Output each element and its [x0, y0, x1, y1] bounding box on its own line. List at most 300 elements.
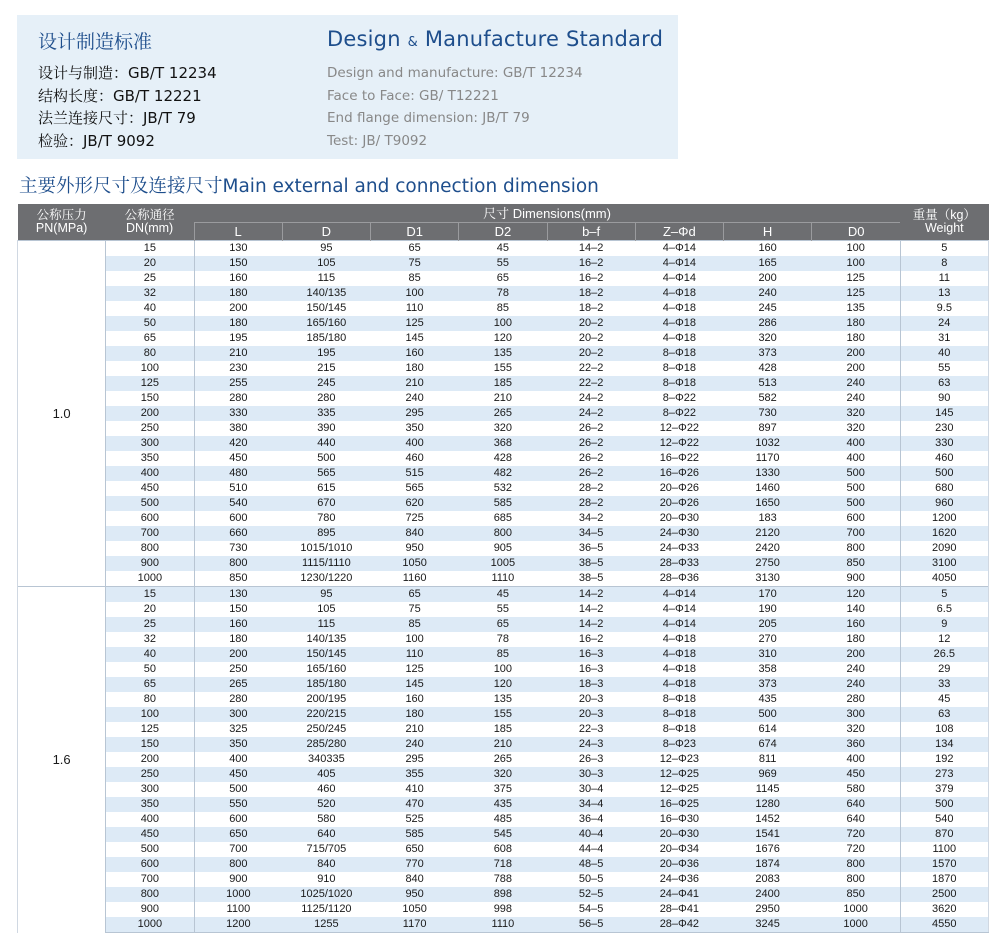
cell-d: 565	[282, 466, 370, 481]
cell-d2: 898	[459, 887, 547, 902]
cell-d2: 45	[459, 241, 547, 257]
cell-d2: 1110	[459, 571, 547, 587]
cell-d1: 295	[371, 752, 459, 767]
cell-l: 730	[194, 541, 282, 556]
header-weight-en: Weight	[924, 221, 964, 235]
cell-d0: 100	[812, 241, 900, 257]
cell-bf: 38–5	[547, 571, 635, 587]
cell-d1: 210	[371, 722, 459, 737]
cell-dn: 15	[106, 587, 194, 603]
cell-bf: 22–2	[547, 376, 635, 391]
cell-weight: 500	[900, 466, 988, 481]
cell-bf: 50–5	[547, 872, 635, 887]
cell-d2: 155	[459, 707, 547, 722]
cell-d0: 450	[812, 767, 900, 782]
cell-d: 105	[282, 256, 370, 271]
cell-d: 280	[282, 391, 370, 406]
cell-d0: 240	[812, 662, 900, 677]
dimension-table	[17, 204, 989, 933]
cell-d2: 788	[459, 872, 547, 887]
cell-h: 1874	[724, 857, 812, 872]
cell-bf: 48–5	[547, 857, 635, 872]
cell-bf: 14–2	[547, 602, 635, 617]
cell-zd: 8–Φ23	[635, 737, 723, 752]
cell-dn: 150	[106, 391, 194, 406]
cell-d2: 120	[459, 677, 547, 692]
cell-dn: 100	[106, 707, 194, 722]
standard-line-cn: 检验：JB/T 9092	[38, 131, 155, 150]
cell-h: 582	[724, 391, 812, 406]
table-row	[18, 692, 989, 707]
cell-zd: 28–Φ42	[635, 917, 723, 933]
cell-weight: 1200	[900, 511, 988, 526]
title-en-ampersand: &	[407, 35, 418, 50]
cell-l: 330	[194, 406, 282, 421]
cell-d0: 180	[812, 316, 900, 331]
cell-h: 200	[724, 271, 812, 286]
cell-d: 640	[282, 827, 370, 842]
cell-l: 850	[194, 571, 282, 587]
cell-d2: 1110	[459, 917, 547, 933]
cell-h: 811	[724, 752, 812, 767]
table-row	[18, 286, 989, 301]
cell-d: 500	[282, 451, 370, 466]
cell-d0: 300	[812, 707, 900, 722]
cell-l: 480	[194, 466, 282, 481]
cell-h: 1145	[724, 782, 812, 797]
cell-zd: 4–Φ18	[635, 632, 723, 647]
cell-bf: 24–2	[547, 406, 635, 421]
cell-l: 400	[194, 752, 282, 767]
cell-d: 165/160	[282, 662, 370, 677]
cell-zd: 20–Φ36	[635, 857, 723, 872]
cell-h: 969	[724, 767, 812, 782]
cell-zd: 4–Φ18	[635, 662, 723, 677]
cell-h: 1280	[724, 797, 812, 812]
cell-dn: 700	[106, 872, 194, 887]
cell-d2: 120	[459, 331, 547, 346]
cell-dn: 450	[106, 481, 194, 496]
header-col-h: H	[724, 223, 812, 241]
cell-d0: 500	[812, 496, 900, 511]
cell-d2: 905	[459, 541, 547, 556]
cell-d2: 998	[459, 902, 547, 917]
table-row	[18, 737, 989, 752]
cell-bf: 40–4	[547, 827, 635, 842]
cell-weight: 5	[900, 587, 988, 603]
cell-d1: 950	[371, 887, 459, 902]
cell-d0: 360	[812, 737, 900, 752]
cell-dn: 40	[106, 647, 194, 662]
cell-h: 428	[724, 361, 812, 376]
cell-h: 373	[724, 677, 812, 692]
cell-d1: 1170	[371, 917, 459, 933]
cell-d1: 85	[371, 271, 459, 286]
cell-dn: 350	[106, 797, 194, 812]
cell-weight: 4050	[900, 571, 988, 587]
cell-l: 130	[194, 587, 282, 603]
header-dn-en: DN(mm)	[126, 221, 174, 235]
cell-dn: 25	[106, 617, 194, 632]
cell-h: 2750	[724, 556, 812, 571]
table-row	[18, 421, 989, 436]
table-row	[18, 436, 989, 451]
cell-h: 270	[724, 632, 812, 647]
cell-l: 1100	[194, 902, 282, 917]
cell-weight: 1100	[900, 842, 988, 857]
cell-zd: 4–Φ14	[635, 271, 723, 286]
cell-d0: 140	[812, 602, 900, 617]
cell-zd: 8–Φ18	[635, 692, 723, 707]
cell-h: 614	[724, 722, 812, 737]
cell-bf: 36–5	[547, 541, 635, 556]
cell-h: 3130	[724, 571, 812, 587]
cell-zd: 8–Φ18	[635, 707, 723, 722]
table-row	[18, 466, 989, 481]
cell-d0: 280	[812, 692, 900, 707]
cell-l: 540	[194, 496, 282, 511]
cell-l: 230	[194, 361, 282, 376]
cell-d0: 400	[812, 436, 900, 451]
header-weight	[900, 204, 988, 241]
cell-h: 1650	[724, 496, 812, 511]
cell-d1: 65	[371, 587, 459, 603]
cell-weight: 11	[900, 271, 988, 286]
cell-l: 700	[194, 842, 282, 857]
cell-weight: 3100	[900, 556, 988, 571]
cell-h: 1541	[724, 827, 812, 842]
header-pn-en: PN(MPa)	[35, 221, 88, 235]
table-row	[18, 241, 989, 257]
cell-zd: 20–Φ30	[635, 511, 723, 526]
cell-dn: 50	[106, 316, 194, 331]
header-dn	[106, 204, 194, 241]
cell-bf: 26–2	[547, 421, 635, 436]
cell-l: 1000	[194, 887, 282, 902]
table-row	[18, 812, 989, 827]
section-title: 主要外形尺寸及连接尺寸Main external and connection dimension	[19, 176, 599, 197]
cell-d1: 75	[371, 602, 459, 617]
cell-dn: 1000	[106, 917, 194, 933]
cell-zd: 8–Φ18	[635, 722, 723, 737]
cell-zd: 12–Φ22	[635, 436, 723, 451]
cell-d0: 720	[812, 842, 900, 857]
cell-l: 210	[194, 346, 282, 361]
cell-bf: 20–3	[547, 707, 635, 722]
cell-l: 150	[194, 256, 282, 271]
cell-d2: 135	[459, 692, 547, 707]
cell-h: 160	[724, 241, 812, 257]
cell-h: 513	[724, 376, 812, 391]
cell-h: 1452	[724, 812, 812, 827]
cell-h: 1460	[724, 481, 812, 496]
cell-d0: 850	[812, 887, 900, 902]
table-row	[18, 271, 989, 286]
cell-d0: 320	[812, 722, 900, 737]
cell-d2: 155	[459, 361, 547, 376]
cell-d0: 500	[812, 481, 900, 496]
cell-dn: 300	[106, 436, 194, 451]
cell-d0: 240	[812, 391, 900, 406]
pn-cell: 1.0	[18, 241, 106, 587]
cell-bf: 26–2	[547, 451, 635, 466]
cell-weight: 4550	[900, 917, 988, 933]
cell-weight: 24	[900, 316, 988, 331]
standards-title-en	[327, 27, 663, 51]
cell-d2: 265	[459, 406, 547, 421]
standard-line-en: Face to Face: GB/ T12221	[327, 87, 499, 104]
cell-bf: 22–2	[547, 361, 635, 376]
cell-l: 450	[194, 767, 282, 782]
cell-bf: 16–3	[547, 662, 635, 677]
cell-l: 200	[194, 301, 282, 316]
cell-zd: 4–Φ18	[635, 331, 723, 346]
cell-d1: 125	[371, 316, 459, 331]
cell-weight: 55	[900, 361, 988, 376]
standard-line-cn: 法兰连接尺寸：JB/T 79	[38, 109, 196, 127]
cell-d2: 545	[459, 827, 547, 842]
cell-zd: 8–Φ18	[635, 376, 723, 391]
table-header	[18, 204, 989, 241]
header-dimensions: 尺寸 Dimensions(mm)	[194, 204, 900, 223]
cell-weight: 90	[900, 391, 988, 406]
cell-d0: 135	[812, 301, 900, 316]
cell-d1: 85	[371, 617, 459, 632]
cell-d2: 320	[459, 421, 547, 436]
cell-d: 115	[282, 617, 370, 632]
cell-d1: 400	[371, 436, 459, 451]
cell-l: 180	[194, 632, 282, 647]
cell-d1: 160	[371, 346, 459, 361]
cell-l: 450	[194, 451, 282, 466]
cell-weight: 2500	[900, 887, 988, 902]
cell-bf: 38–5	[547, 556, 635, 571]
cell-h: 190	[724, 602, 812, 617]
cell-bf: 24–2	[547, 391, 635, 406]
table-row	[18, 887, 989, 902]
cell-bf: 44–4	[547, 842, 635, 857]
cell-d: 335	[282, 406, 370, 421]
cell-zd: 28–Φ33	[635, 556, 723, 571]
cell-d: 1115/1110	[282, 556, 370, 571]
cell-weight: 134	[900, 737, 988, 752]
cell-l: 130	[194, 241, 282, 257]
cell-dn: 250	[106, 421, 194, 436]
cell-zd: 4–Φ14	[635, 617, 723, 632]
cell-h: 2083	[724, 872, 812, 887]
cell-d0: 1000	[812, 917, 900, 933]
cell-weight: 460	[900, 451, 988, 466]
cell-d1: 240	[371, 391, 459, 406]
header-weight-cn: 重量（kg）	[912, 208, 976, 222]
cell-weight: 108	[900, 722, 988, 737]
cell-zd: 12–Φ23	[635, 752, 723, 767]
cell-d2: 265	[459, 752, 547, 767]
cell-dn: 15	[106, 241, 194, 257]
cell-d0: 900	[812, 571, 900, 587]
cell-d: 140/135	[282, 632, 370, 647]
cell-dn: 800	[106, 887, 194, 902]
cell-bf: 20–2	[547, 331, 635, 346]
cell-zd: 24–Φ33	[635, 541, 723, 556]
cell-d2: 78	[459, 632, 547, 647]
cell-d1: 210	[371, 376, 459, 391]
cell-weight: 6.5	[900, 602, 988, 617]
cell-d2: 65	[459, 271, 547, 286]
cell-bf: 22–3	[547, 722, 635, 737]
cell-l: 280	[194, 391, 282, 406]
cell-d1: 110	[371, 301, 459, 316]
cell-d1: 110	[371, 647, 459, 662]
cell-zd: 4–Φ18	[635, 286, 723, 301]
cell-h: 358	[724, 662, 812, 677]
cell-h: 165	[724, 256, 812, 271]
cell-d: 460	[282, 782, 370, 797]
standard-line-en: Test: JB/ T9092	[327, 133, 428, 150]
cell-d: 185/180	[282, 677, 370, 692]
cell-weight: 12	[900, 632, 988, 647]
cell-d: 285/280	[282, 737, 370, 752]
cell-h: 1330	[724, 466, 812, 481]
cell-d1: 1160	[371, 571, 459, 587]
cell-dn: 100	[106, 361, 194, 376]
cell-d: 140/135	[282, 286, 370, 301]
cell-weight: 40	[900, 346, 988, 361]
cell-weight: 29	[900, 662, 988, 677]
cell-d0: 800	[812, 857, 900, 872]
cell-zd: 4–Φ18	[635, 316, 723, 331]
cell-weight: 2090	[900, 541, 988, 556]
cell-dn: 80	[106, 346, 194, 361]
cell-zd: 4–Φ18	[635, 647, 723, 662]
cell-weight: 26.5	[900, 647, 988, 662]
cell-d1: 180	[371, 361, 459, 376]
table-row	[18, 842, 989, 857]
cell-weight: 1570	[900, 857, 988, 872]
cell-d: 1015/1010	[282, 541, 370, 556]
table-row	[18, 587, 989, 603]
cell-d: 220/215	[282, 707, 370, 722]
cell-d0: 720	[812, 827, 900, 842]
cell-bf: 14–2	[547, 587, 635, 603]
cell-bf: 20–2	[547, 316, 635, 331]
cell-d1: 770	[371, 857, 459, 872]
cell-d2: 85	[459, 301, 547, 316]
cell-d: 715/705	[282, 842, 370, 857]
cell-h: 310	[724, 647, 812, 662]
cell-zd: 16–Φ25	[635, 797, 723, 812]
header-col-d: D	[282, 223, 370, 241]
cell-dn: 20	[106, 602, 194, 617]
cell-h: 2950	[724, 902, 812, 917]
cell-dn: 500	[106, 842, 194, 857]
cell-h: 373	[724, 346, 812, 361]
table-row	[18, 917, 989, 933]
cell-d2: 65	[459, 617, 547, 632]
table-row	[18, 361, 989, 376]
cell-weight: 63	[900, 376, 988, 391]
table-row	[18, 722, 989, 737]
cell-d0: 400	[812, 752, 900, 767]
cell-d2: 718	[459, 857, 547, 872]
cell-l: 150	[194, 602, 282, 617]
cell-d0: 640	[812, 797, 900, 812]
cell-d1: 840	[371, 872, 459, 887]
cell-h: 1676	[724, 842, 812, 857]
cell-h: 170	[724, 587, 812, 603]
cell-d1: 460	[371, 451, 459, 466]
cell-d: 340335	[282, 752, 370, 767]
header-col-d2: D2	[459, 223, 547, 241]
cell-d0: 320	[812, 421, 900, 436]
cell-d0: 200	[812, 346, 900, 361]
cell-d0: 800	[812, 541, 900, 556]
table-row	[18, 316, 989, 331]
cell-zd: 4–Φ14	[635, 587, 723, 603]
standards-title-cn: 设计制造标准	[38, 31, 153, 53]
cell-zd: 4–Φ18	[635, 677, 723, 692]
cell-bf: 28–2	[547, 481, 635, 496]
standard-line-cn: 结构长度：GB/T 12221	[38, 86, 202, 105]
cell-weight: 3620	[900, 902, 988, 917]
cell-zd: 16–Φ26	[635, 466, 723, 481]
cell-d2: 45	[459, 587, 547, 603]
cell-d: 150/145	[282, 301, 370, 316]
cell-d1: 145	[371, 677, 459, 692]
cell-d2: 608	[459, 842, 547, 857]
cell-zd: 28–Φ36	[635, 571, 723, 587]
cell-l: 265	[194, 677, 282, 692]
cell-d1: 75	[371, 256, 459, 271]
cell-l: 325	[194, 722, 282, 737]
cell-d: 405	[282, 767, 370, 782]
cell-bf: 30–4	[547, 782, 635, 797]
cell-d: 105	[282, 602, 370, 617]
table-row	[18, 511, 989, 526]
cell-d1: 295	[371, 406, 459, 421]
cell-d: 780	[282, 511, 370, 526]
cell-l: 195	[194, 331, 282, 346]
table-row	[18, 752, 989, 767]
cell-bf: 30–3	[547, 767, 635, 782]
cell-h: 240	[724, 286, 812, 301]
cell-d: 95	[282, 241, 370, 257]
cell-l: 160	[194, 271, 282, 286]
cell-d: 150/145	[282, 647, 370, 662]
cell-h: 730	[724, 406, 812, 421]
table-row	[18, 571, 989, 587]
cell-d: 185/180	[282, 331, 370, 346]
cell-zd: 28–Φ41	[635, 902, 723, 917]
cell-d: 95	[282, 587, 370, 603]
cell-d0: 200	[812, 647, 900, 662]
cell-h: 897	[724, 421, 812, 436]
table-row	[18, 767, 989, 782]
cell-d1: 1050	[371, 902, 459, 917]
cell-dn: 1000	[106, 571, 194, 587]
cell-d1: 470	[371, 797, 459, 812]
header-col-l: L	[194, 223, 282, 241]
cell-dn: 350	[106, 451, 194, 466]
cell-d2: 100	[459, 316, 547, 331]
cell-weight: 63	[900, 707, 988, 722]
cell-bf: 16–2	[547, 256, 635, 271]
cell-l: 550	[194, 797, 282, 812]
cell-dn: 32	[106, 286, 194, 301]
cell-d1: 100	[371, 286, 459, 301]
cell-d0: 580	[812, 782, 900, 797]
cell-l: 900	[194, 872, 282, 887]
